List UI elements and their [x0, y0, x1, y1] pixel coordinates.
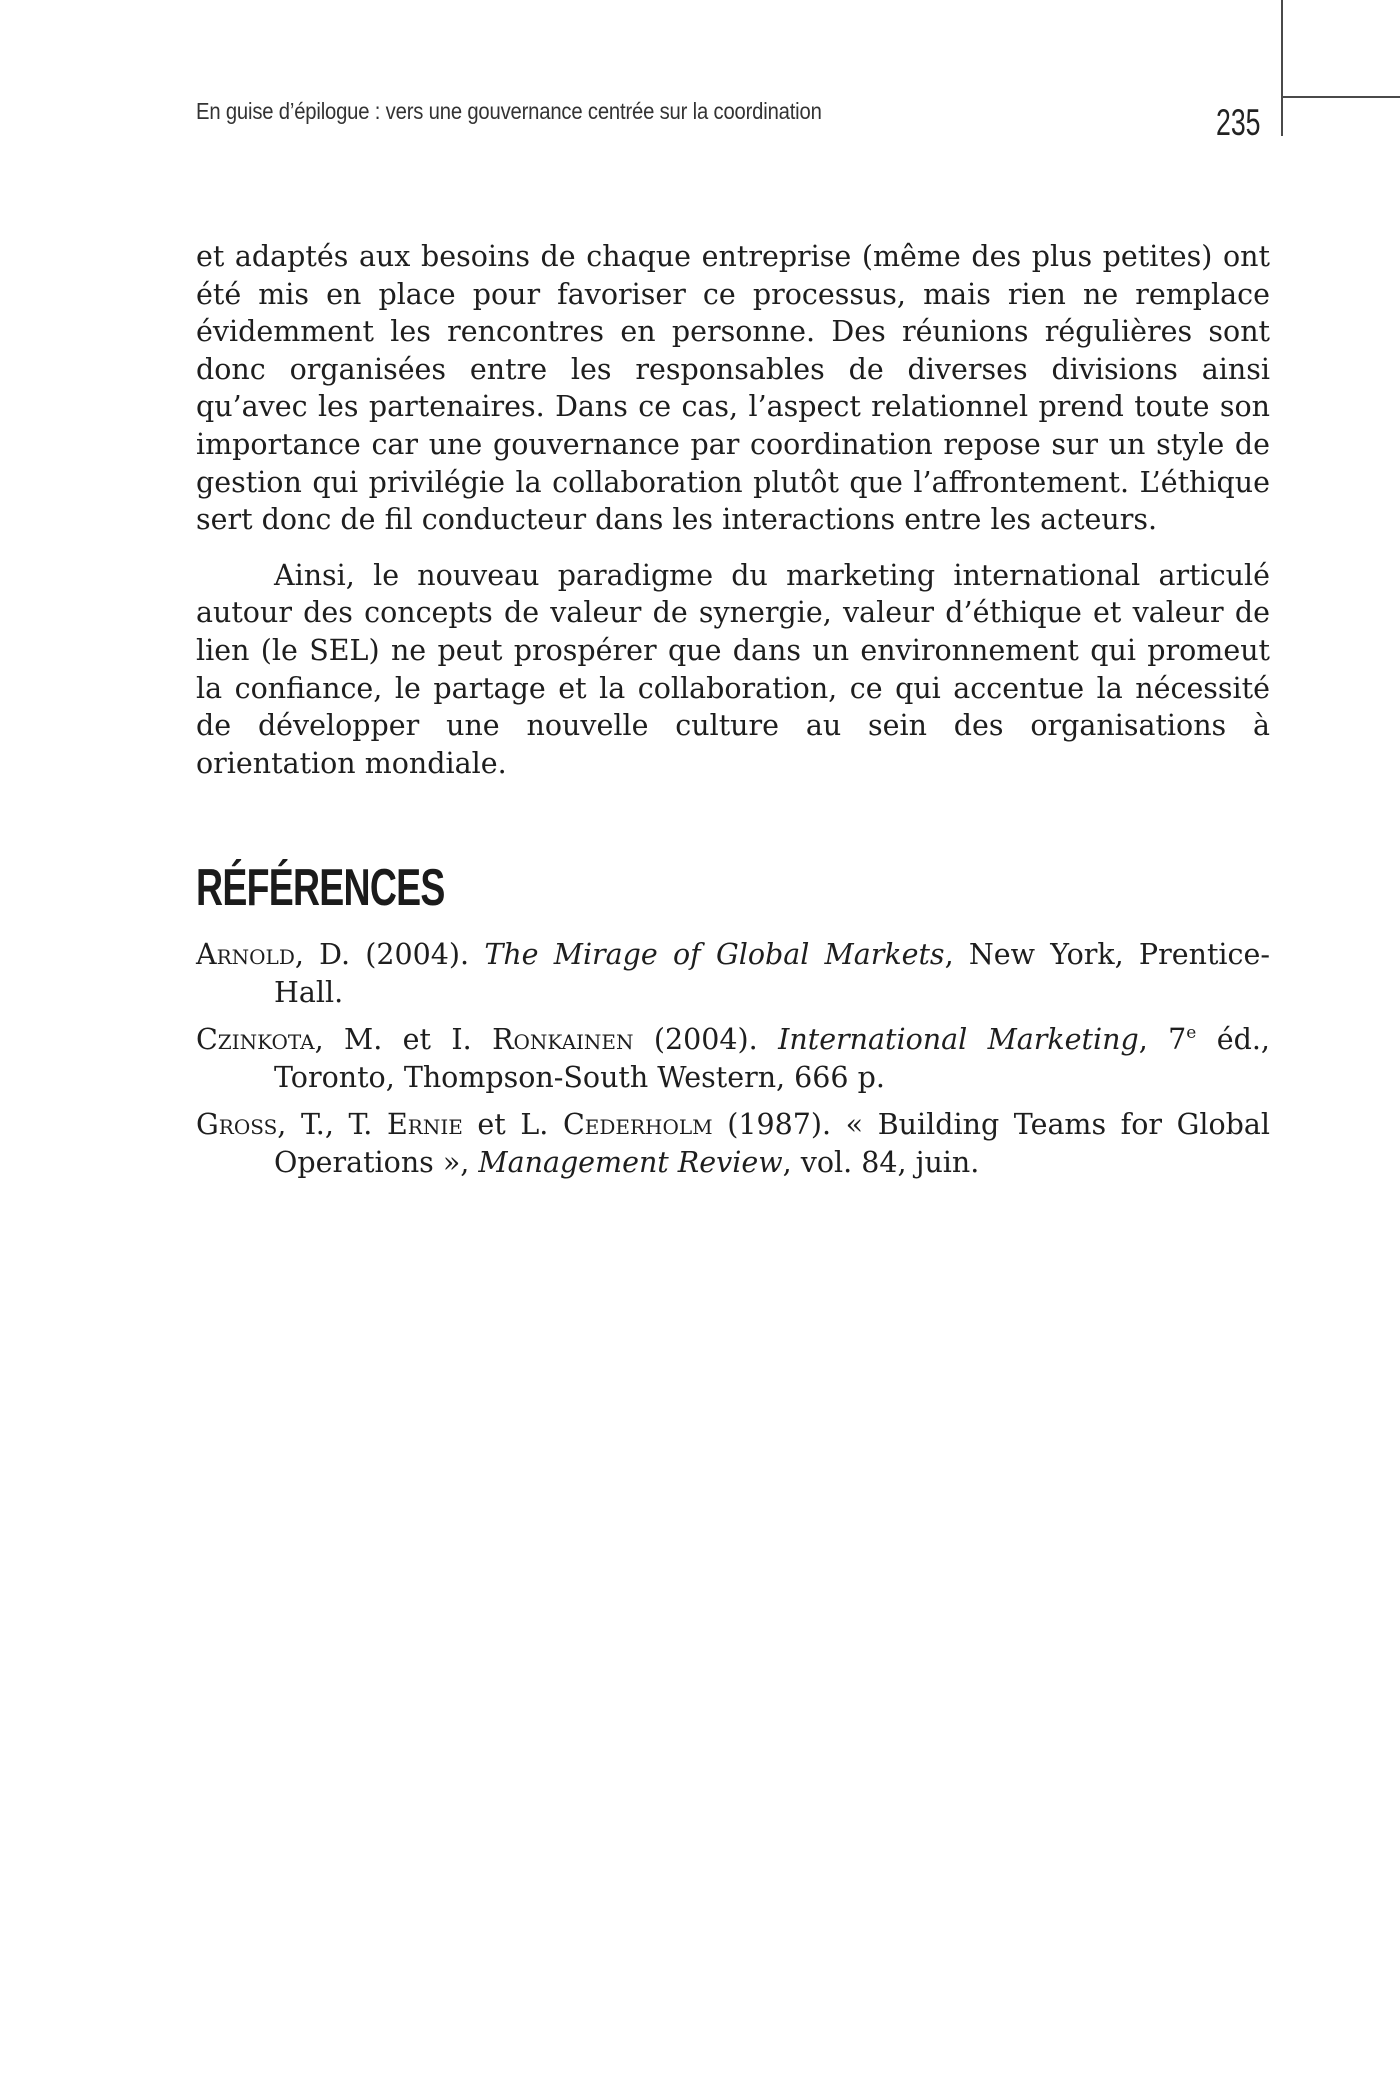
reference-text: , vol. 84, juin.: [782, 1146, 980, 1179]
reference-title: The Mirage of Global Markets: [484, 938, 945, 971]
crop-mark-horizontal: [1281, 96, 1400, 98]
running-head: En guise d’épilogue : vers une gouvernance centrée sur la coordination: [196, 98, 822, 124]
reference-author: Arnold: [196, 938, 295, 971]
reference-text: et L.: [462, 1108, 563, 1141]
reference-entry: [196, 936, 1270, 1012]
reference-author: Gross: [196, 1108, 278, 1141]
reference-author: Ernie: [386, 1108, 463, 1141]
reference-author: Ronkainen: [492, 1023, 634, 1056]
reference-text: , T., T.: [277, 1108, 387, 1141]
reference-text: éd., Toronto, Thompson-South Western, 666 p.: [274, 1023, 1270, 1094]
page-number: 235: [1216, 102, 1261, 143]
reference-entry: [196, 1021, 1270, 1097]
reference-title: International Marketing: [778, 1023, 1139, 1056]
reference-title: Management Review: [478, 1146, 783, 1179]
reference-text: , New York, Prentice-Hall.: [274, 938, 1270, 1009]
reference-text: (1987). « Building Teams for Global Operations »,: [274, 1108, 1271, 1179]
edition-superscript: e: [1186, 1023, 1197, 1043]
body-paragraph: Ainsi, le nouveau paradigme du marketing international articulé autour des concepts de valeur de synergie, valeur d’éthique et valeur de lien (le SEL) ne peut prospérer que dans un environnement qui promeut la confiance, le partage et la collaboration, ce qui accentue la nécessité de développer une nouvelle culture au sein des organisations à orientation mondiale.: [196, 558, 1270, 780]
reference-author: Cederholm: [562, 1108, 713, 1141]
body-paragraph: et adaptés aux besoins de chaque entreprise (même des plus petites) ont été mis en place pour favoriser ce processus, mais rien ne remplace évidemment les rencontres en personne. Des réunions régulières sont donc organisées entre les responsables de diverses divisions ainsi qu’avec les partenaires. Dans ce cas, l’aspect relationnel prend toute son importance car une gouvernance par coordination repose sur un style de gestion qui privilégie la collaboration plutôt que l’affrontement. L’éthique sert donc de fil conducteur dans les interactions entre les acteurs.: [196, 240, 1270, 537]
reference-list: [196, 936, 1270, 1191]
references-heading: RÉFÉRENCES: [196, 859, 445, 917]
body-text: [196, 238, 1270, 782]
reference-entry: [196, 1106, 1270, 1182]
reference-text: , 7: [1138, 1023, 1187, 1056]
reference-text: , M. et I.: [314, 1023, 493, 1056]
reference-author: Czinkota: [196, 1023, 315, 1056]
crop-mark-vertical: [1281, 0, 1283, 136]
reference-text: (2004).: [633, 1023, 779, 1056]
reference-text: , D. (2004).: [294, 938, 485, 971]
